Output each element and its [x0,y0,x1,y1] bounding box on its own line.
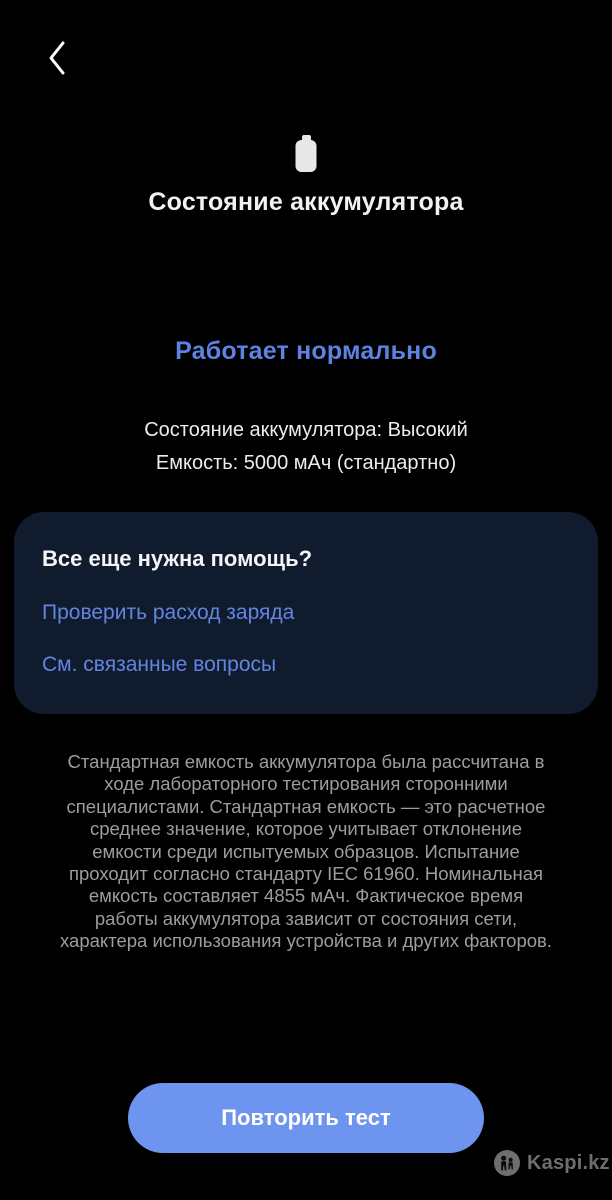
help-card-title: Все еще нужна помощь? [42,546,313,571]
watermark-label: Kaspi.kz [527,1151,610,1174]
link-check-battery-usage[interactable]: Проверить расход заряда [42,601,295,624]
battery-icon [293,134,319,174]
retry-test-button[interactable]: Повторить тест [128,1083,484,1153]
capacity-disclaimer-text: Стандартная емкость аккумулятора была рассчитана в ходе лабораторного тестирования сторонними специалистами. Стандартная емкость — это расчетное среднее значение, которое учитывает отклонение емкости среди испытуемых образцов. Испытание проходит согласно стандарту IEC 61960. Номинальная емкость составляет 4855 мАч. Фактическое время работы аккумулятора зависит от состояния сети, характера использования устройства и других факторов. [59,751,552,952]
chevron-left-icon [47,40,69,76]
page-title: Состояние аккумулятора [148,188,464,216]
battery-status-headline: Работает нормально [175,337,437,365]
battery-status-detail: Состояние аккумулятора: Высокий [144,419,468,441]
back-button[interactable] [36,34,80,82]
help-card [14,512,598,714]
link-related-questions[interactable]: См. связанные вопросы [42,653,277,676]
battery-capacity-detail: Емкость: 5000 мАч (стандартно) [155,452,457,474]
watermark [494,1150,610,1176]
kaspi-logo-icon [494,1150,520,1176]
